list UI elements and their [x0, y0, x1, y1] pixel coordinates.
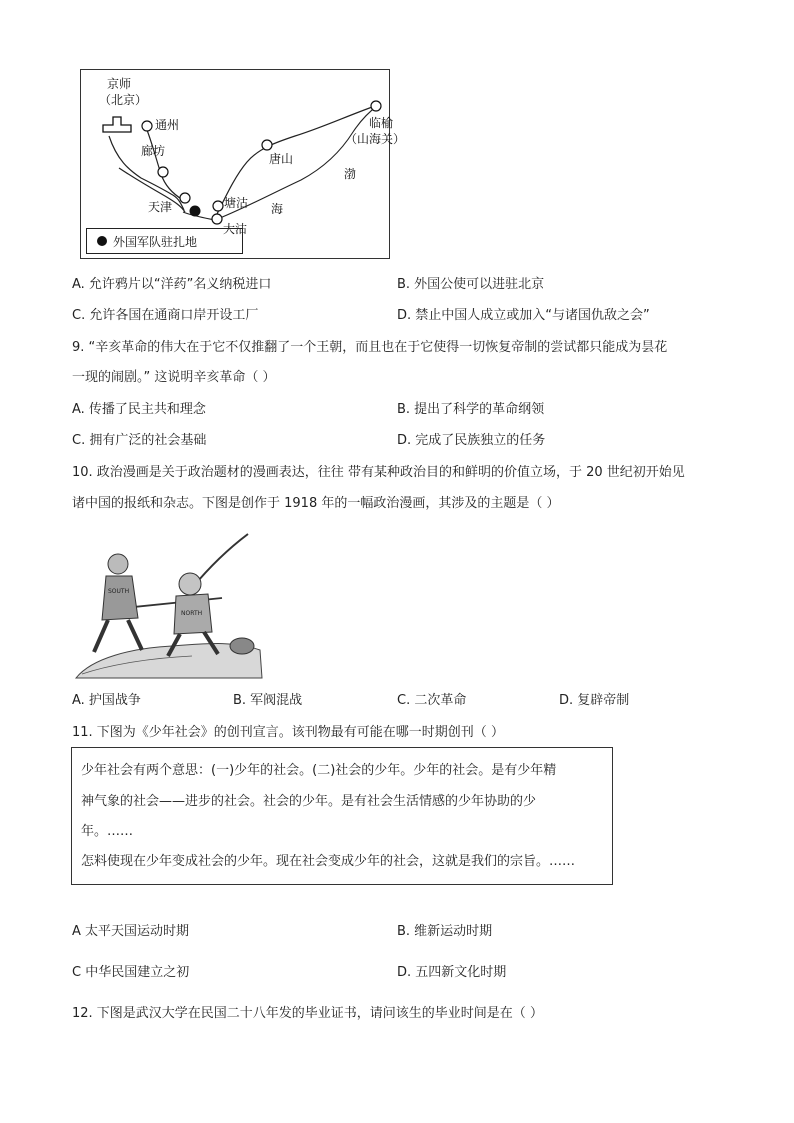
q8-option-c: C. 允许各国在通商口岸开设工厂 [72, 308, 259, 323]
q8-option-b: B. 外国公使可以进驻北京 [397, 277, 545, 292]
political-cartoon [72, 528, 268, 680]
legend-text: 外国军队驻扎地 [113, 235, 198, 249]
label-hai: 海 [271, 202, 284, 216]
q10-option-a: A. 护国战争 [72, 693, 141, 708]
label-capital: 京师 [107, 77, 132, 91]
label-tangshan: 唐山 [269, 152, 294, 166]
river-2 [147, 130, 183, 200]
troop-site-marker [190, 206, 201, 217]
langfang-marker [158, 167, 168, 177]
q11-stem: 11. 下图为《少年社会》的创刊宣言。该刊物最有可能在哪一时期创刊（ ） [72, 725, 504, 740]
tongzhou-marker [142, 121, 152, 131]
dagu-marker [212, 214, 222, 224]
label-tianjin: 天津 [148, 200, 173, 214]
q10-option-c: C. 二次革命 [397, 693, 467, 708]
label-tanggu: 塘沽 [224, 196, 249, 210]
label-langfang: 廊坊 [141, 144, 166, 158]
manifesto-line-3: 年。…… [81, 824, 134, 839]
small-figure [230, 638, 254, 654]
tianjin-marker [180, 193, 190, 203]
capital-symbol [103, 117, 131, 132]
label-capital-paren: （北京） [99, 93, 148, 107]
tangshan-marker [262, 140, 272, 150]
right-figure-head [179, 573, 201, 595]
q12-stem: 12. 下图是武汉大学在民国二十八年发的毕业证书，请问该生的毕业时间是在（ ） [72, 1006, 543, 1021]
manifesto-line-1: 少年社会有两个意思：(一)少年的社会。(二)社会的少年。少年的社会。是有少年精 [81, 763, 557, 778]
q9-option-c: C. 拥有广泛的社会基础 [72, 433, 207, 448]
label-tongzhou: 通州 [155, 118, 180, 132]
q9-option-b: B. 提出了科学的革命纲领 [397, 402, 545, 417]
q11-option-a: A 太平天国运动时期 [72, 924, 190, 939]
q9-option-d: D. 完成了民族独立的任务 [397, 433, 546, 448]
q9-stem-line-1: 9. “辛亥革命的伟大在于它不仅推翻了一个王朝，而且也在于它使得一切恢复帝制的尝试都只能成为昙花 [72, 340, 668, 355]
cartoon-tag-south: SOUTH [108, 588, 130, 595]
q10-stem-line-1: 10. 政治漫画是关于政治题材的漫画表达，往往 带有某种政治目的和鲜明的价值立场，于 20 世纪初开始见 [72, 465, 685, 480]
label-linyu: 临榆 [369, 116, 394, 130]
q11-option-d: D. 五四新文化时期 [397, 965, 507, 980]
manifesto-line-4: 怎料使现在少年变成社会的少年。现在社会变成少年的社会，这就是我们的宗旨。…… [81, 854, 576, 869]
q10-option-d: D. 复辟帝制 [559, 693, 630, 708]
legend-dot-icon [97, 236, 107, 246]
label-dagu: 大沽 [223, 222, 248, 236]
left-figure-legs [94, 620, 142, 652]
left-figure-body [102, 576, 138, 620]
manifesto-box [71, 747, 613, 885]
q10-option-b: B. 军阀混战 [233, 693, 303, 708]
label-linyu-paren: （山海关） [345, 132, 406, 146]
manifesto-line-2: 神气象的社会——进步的社会。社会的少年。是有社会生活情感的少年协助的少 [81, 794, 537, 809]
map-legend [86, 228, 243, 254]
q8-option-a: A. 允许鸦片以“洋药”名义纳税进口 [72, 277, 272, 292]
q10-stem-line-2: 诸中国的报纸和杂志。下图是创作于 1918 年的一幅政治漫画，其涉及的主题是（ ） [72, 496, 560, 511]
q9-stem-line-2: 一现的闹剧。” 这说明辛亥革命（ ） [72, 370, 276, 385]
label-bo: 渤 [344, 167, 357, 181]
tanggu-marker [213, 201, 223, 211]
linyu-marker [371, 101, 381, 111]
left-figure-head [108, 554, 128, 574]
q8-option-d: D. 禁止中国人成立或加入“与诸国仇敌之会” [397, 308, 650, 323]
cartoon-drawing [72, 528, 268, 680]
cartoon-tag-north: NORTH [181, 610, 203, 617]
q11-option-b: B. 维新运动时期 [397, 924, 493, 939]
q9-option-a: A. 传播了民主共和理念 [72, 402, 206, 417]
q11-option-c: C 中华民国建立之初 [72, 965, 190, 980]
